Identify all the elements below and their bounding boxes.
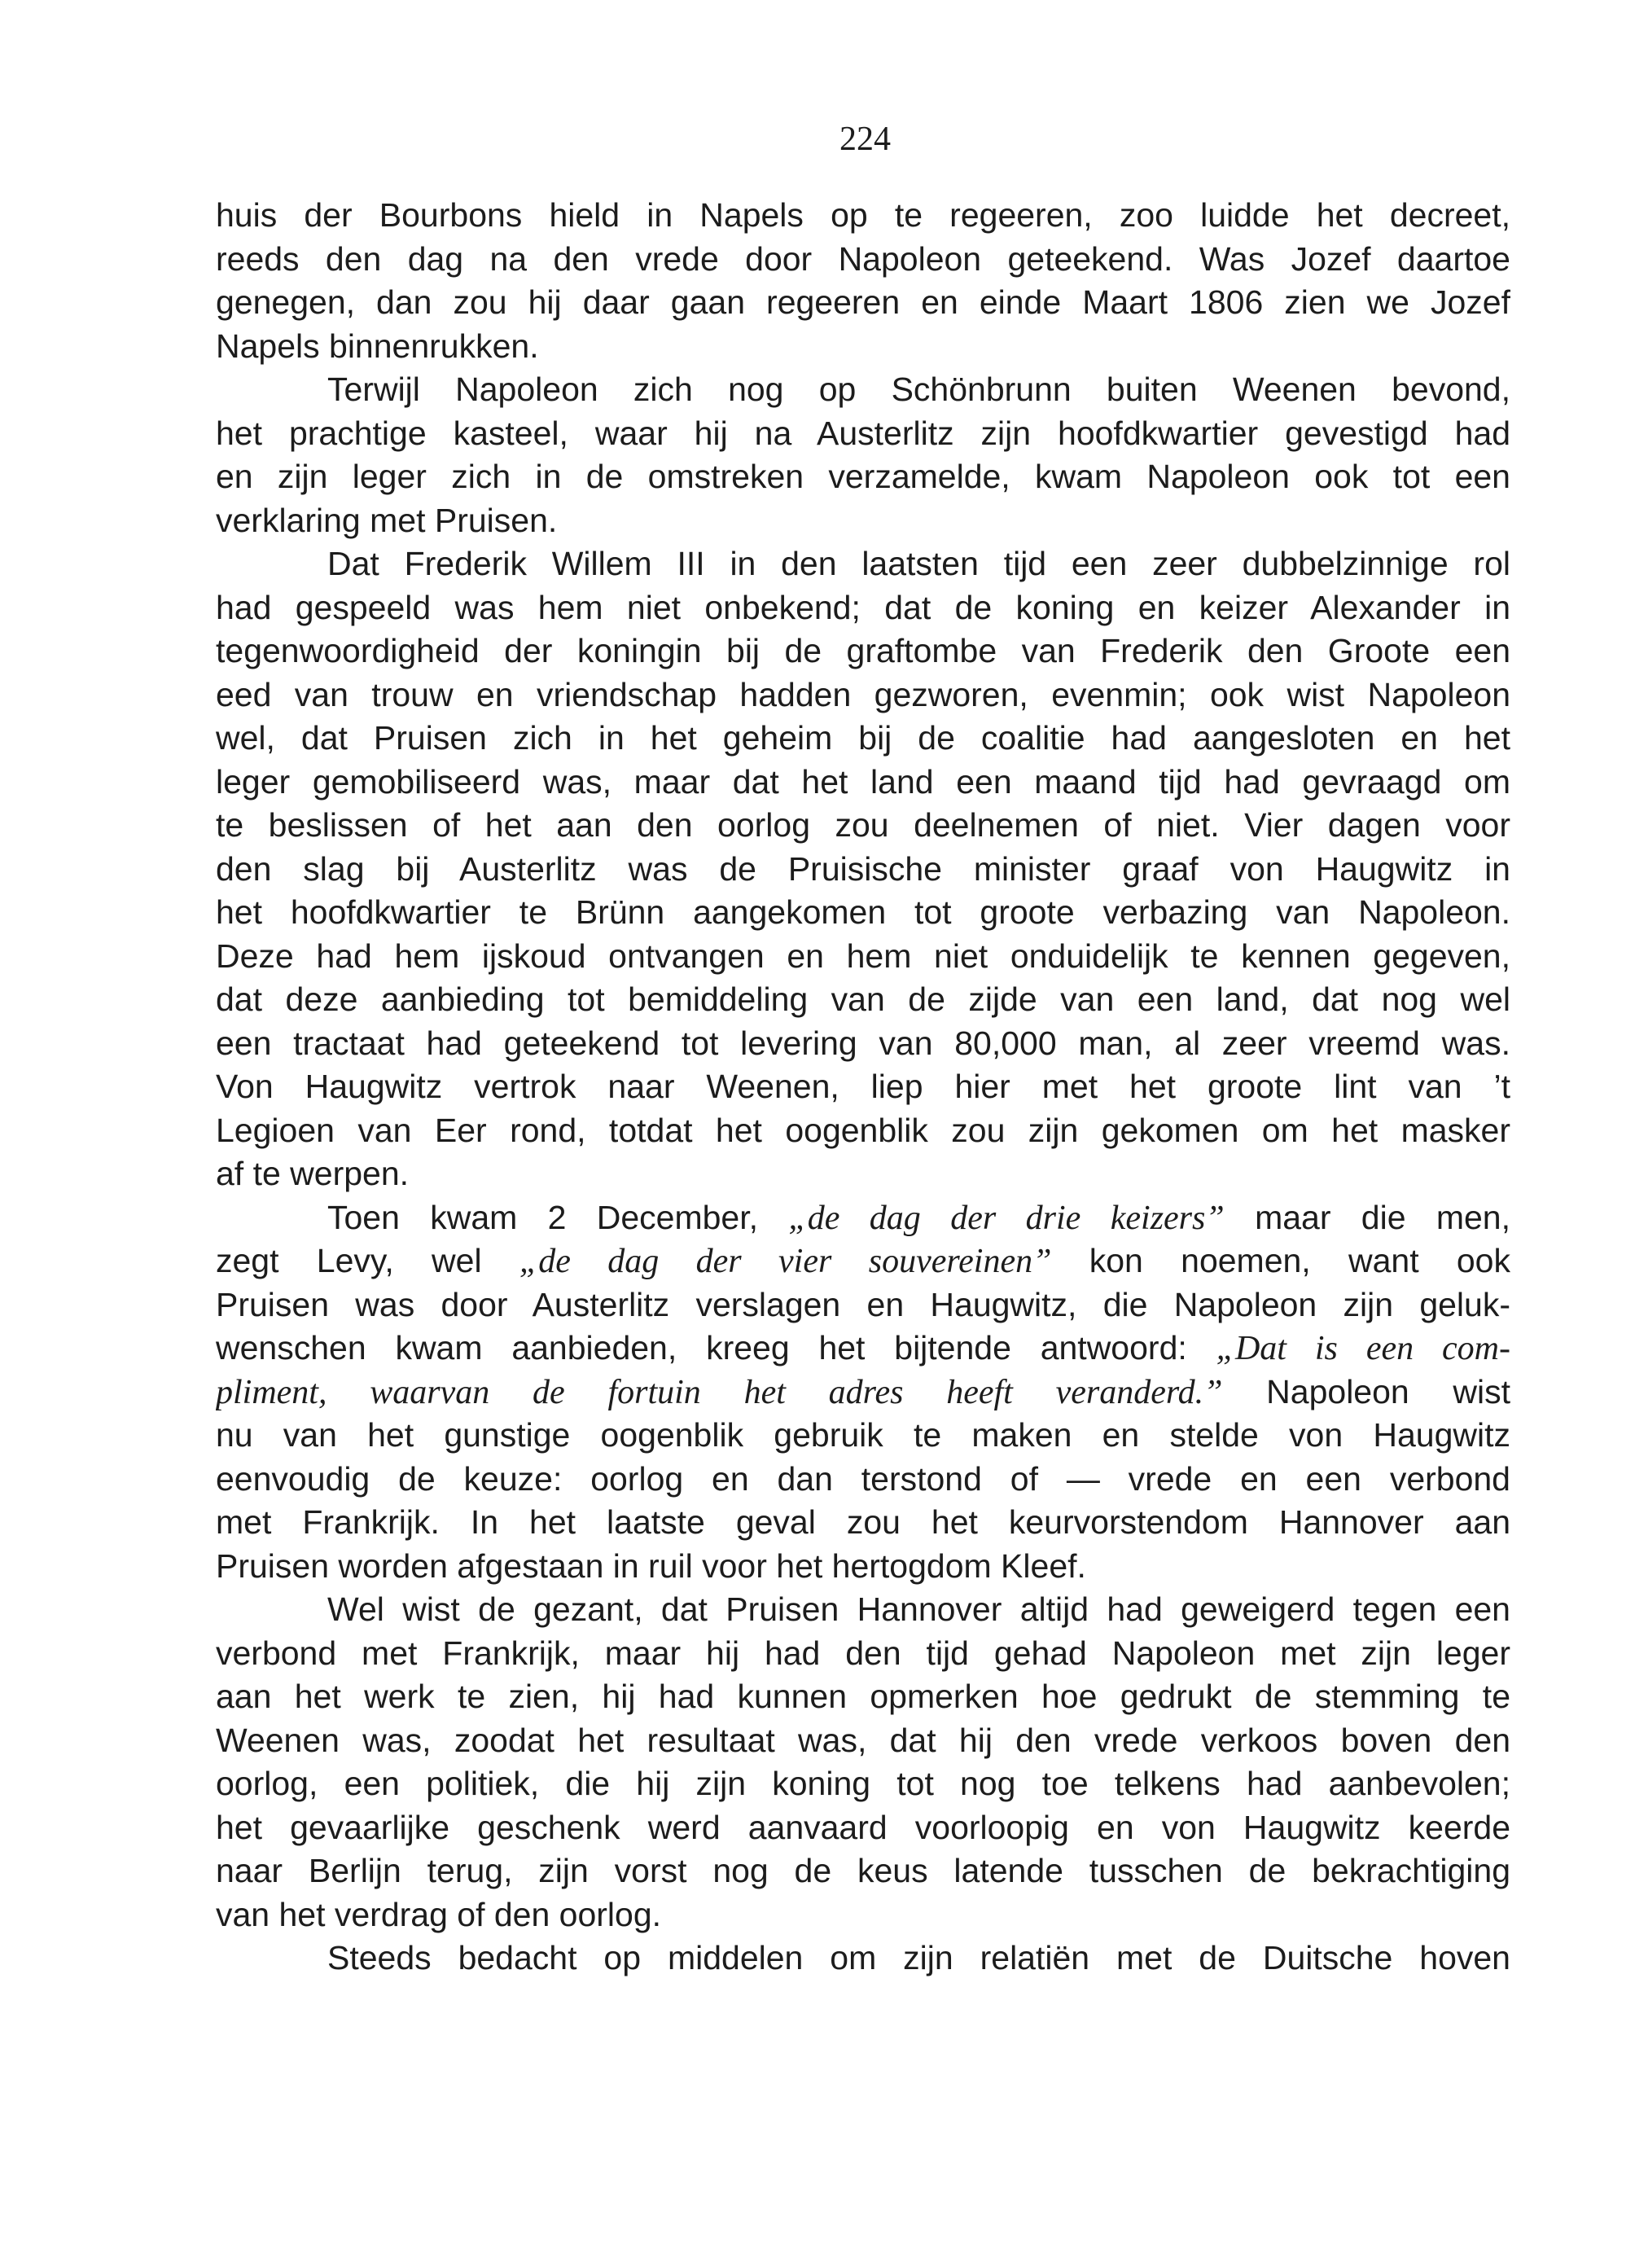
text-line: den slag bij Austerlitz was de Pruisische minister graaf von Haugwitz in: [216, 849, 1510, 888]
line-text: kon noemen, want ook: [1051, 1242, 1510, 1279]
page-number: 224: [839, 121, 891, 158]
text-line: [216, 1327, 1510, 1371]
text-line: Weenen was, zoodat het resultaat was, dat hij den vrede verkoos boven den: [216, 1721, 1510, 1759]
italic-quote: „Dat is een com-: [1216, 1330, 1510, 1367]
text-line: nu van het gunstige oogenblik gebruik te maken en stelde von Haugwitz: [216, 1416, 1510, 1454]
text-line: af te werpen.: [216, 1155, 410, 1192]
text-line: aan het werk te zien, hij had kunnen opmerken hoe gedrukt de stemming te: [216, 1678, 1510, 1715]
text-line: het gevaarlijke geschenk werd aanvaard voorloopig en von Haugwitz keerde: [216, 1808, 1510, 1846]
text-line: een tractaat had geteekend tot levering van 80,000 man, al zeer vreemd was.: [216, 1024, 1510, 1062]
text-line: wel, dat Pruisen zich in het geheim bij de coalitie had aangesloten en het: [216, 719, 1510, 757]
text-line: Terwijl Napoleon zich nog op Schönbrunn buiten Weenen bevond,: [327, 371, 1510, 408]
line-text: wenschen kwam aanbieden, kreeg het bijtende antwoord:: [216, 1329, 1216, 1367]
text-line: leger gemobiliseerd was, maar dat het land een maand tijd had gevraagd om: [216, 762, 1510, 801]
text-line: [216, 1239, 1510, 1283]
text-line: dat deze aanbieding tot bemiddeling van de zijde van een land, dat nog wel: [216, 980, 1510, 1018]
line-text: maar die men,: [1224, 1198, 1510, 1236]
text-line: het prachtige kasteel, waar hij na Austerlitz zijn hoofdkwartier gevestigd had: [216, 414, 1510, 452]
text-line: eenvoudig de keuze: oorlog en dan terstond of — vrede en een verbond: [216, 1459, 1510, 1498]
body-text: [216, 194, 1510, 1981]
text-line: Deze had hem ijskoud ontvangen en hem niet onduidelijk te kennen gegeven,: [216, 937, 1510, 975]
text-line: [216, 1196, 1510, 1240]
text-line: met Frankrijk. In het laatste geval zou het keurvorstendom Hannover aan: [216, 1503, 1510, 1541]
text-line: genegen, dan zou hij daar gaan regeeren en einde Maart 1806 zien we Jozef: [216, 283, 1510, 321]
text-line: Steeds bedacht op middelen om zijn relatiën met de Duitsche hoven: [327, 1939, 1510, 1976]
italic-quote: „de dag der drie keizers”: [788, 1199, 1225, 1237]
text-line: Napels binnenrukken.: [216, 327, 539, 365]
italic-quote: pliment, waarvan de fortuin het adres heeft veranderd.”: [216, 1373, 1223, 1411]
line-text: Napoleon wist: [1222, 1372, 1510, 1410]
text-line: en zijn leger zich in de omstreken verzamelde, kwam Napoleon ook tot een: [216, 458, 1510, 495]
text-line: reeds den dag na den vrede door Napoleon geteekend. Was Jozef daartoe: [216, 239, 1510, 278]
text-line: Pruisen was door Austerlitz verslagen en Haugwitz, die Napoleon zijn geluk-: [216, 1285, 1510, 1323]
text-line: [216, 1371, 1510, 1415]
text-line: Legioen van Eer rond, totdat het oogenblik zou zijn gekomen om het masker: [216, 1111, 1510, 1149]
text-line: Wel wist de gezant, dat Pruisen Hannover altijd had geweigerd tegen een: [327, 1590, 1510, 1628]
text-line: te beslissen of het aan den oorlog zou deelnemen of niet. Vier dagen voor: [216, 806, 1510, 844]
text-line: naar Berlijn terug, zijn vorst nog de keus latende tusschen de bekrachtiging: [216, 1852, 1510, 1889]
text-line: huis der Bourbons hield in Napels op te regeeren, zoo luidde het decreet,: [216, 196, 1510, 234]
italic-quote: „de dag der vier souvereinen”: [519, 1243, 1052, 1280]
text-line: tegenwoordigheid der koningin bij de graftombe van Frederik den Groote een: [216, 632, 1510, 669]
text-line: verbond met Frankrijk, maar hij had den tijd gehad Napoleon met zijn leger: [216, 1634, 1510, 1672]
line-text: Toen kwam 2 December,: [327, 1198, 789, 1236]
text-line: het hoofdkwartier te Brünn aangekomen tot groote verbazing van Napoleon.: [216, 893, 1510, 931]
text-line: eed van trouw en vriendschap hadden gezworen, evenmin; ook wist Napoleon: [216, 675, 1510, 713]
text-line: Von Haugwitz vertrok naar Weenen, liep hier met het groote lint van ’t: [216, 1068, 1510, 1105]
line-text: zegt Levy, wel: [216, 1242, 519, 1279]
text-line: Pruisen worden afgestaan in ruil voor het hertogdom Kleef.: [216, 1546, 1086, 1585]
text-line: van het verdrag of den oorlog.: [216, 1895, 662, 1933]
text-line: Dat Frederik Willem III in den laatsten tijd een zeer dubbelzinnige rol: [327, 545, 1510, 582]
text-line: verklaring met Pruisen.: [216, 501, 558, 539]
text-line: oorlog, een politiek, die hij zijn koning tot nog toe telkens had aanbevolen;: [216, 1765, 1510, 1802]
text-line: had gespeeld was hem niet onbekend; dat de koning en keizer Alexander in: [216, 588, 1510, 626]
